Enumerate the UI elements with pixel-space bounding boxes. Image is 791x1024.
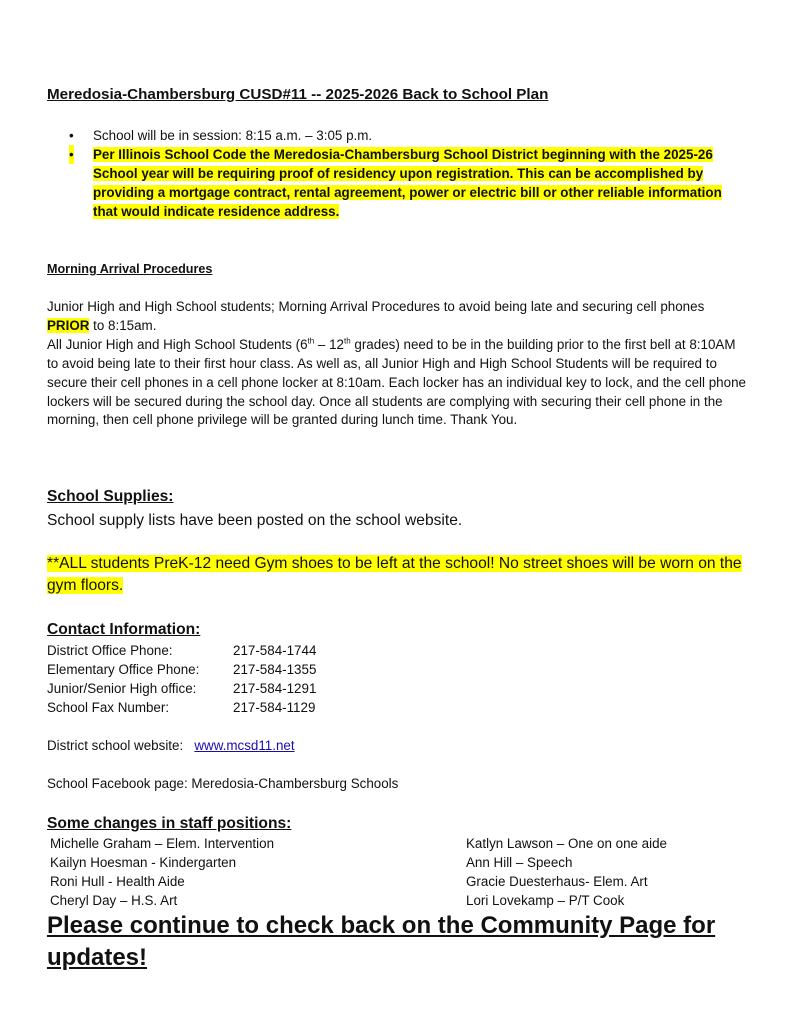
staff-item: Katlyn Lawson – One on one aide	[466, 836, 668, 851]
contact-phone: 217-584-1129	[233, 700, 316, 715]
contact-phone: 217-584-1744	[233, 643, 317, 658]
prior-highlight: PRIOR	[47, 317, 90, 333]
morning-text: – 12	[314, 336, 344, 352]
contact-row	[47, 700, 315, 715]
gym-shoes-text: **ALL students PreK-12 need Gym shoes to be left at the school! No street shoes will be worn on the gym floors.	[47, 555, 742, 594]
morning-arrival-heading: Morning Arrival Procedures	[47, 262, 213, 276]
list-item	[47, 145, 747, 221]
staff-item: Cheryl Day – H.S. Art	[50, 893, 178, 908]
staff-heading: Some changes in staff positions:	[47, 815, 292, 832]
morning-arrival-body	[47, 298, 747, 430]
contact-label: School Fax Number:	[47, 700, 170, 715]
supplies-text: School supply lists have been posted on the school website.	[47, 512, 463, 529]
list-item	[47, 126, 747, 145]
contact-row	[47, 681, 316, 696]
contact-label: Junior/Senior High office:	[47, 681, 197, 696]
morning-paragraph-2	[47, 336, 747, 431]
contact-phone: 217-584-1291	[233, 681, 317, 696]
contact-phone: 217-584-1355	[233, 662, 317, 677]
morning-text: grades) need to be in the building prior to the first bell at 8:10AM to avoid being late to their first hour class. As well as, all Junior High and High School Students will be required to secure their cell phones in a cell phone locker at 8:10am. Each locker has an individual key to lock, and the cell phone lockers will be secured during the school day. Once all students are complying with securing their cell phone in the morning, then cell phone privilege will be granted during lunch time. Thank You.	[47, 336, 746, 428]
bullet-list	[47, 126, 747, 221]
staff-item: Kailyn Hoesman - Kindergarten	[50, 855, 237, 870]
bullet-icon: •	[69, 147, 74, 162]
superscript: th	[307, 336, 315, 346]
morning-paragraph-1	[47, 298, 747, 336]
contact-heading: Contact Information:	[47, 621, 201, 638]
website-line	[47, 738, 295, 753]
residency-notice: Per Illinois School Code the Meredosia-Chambersburg School District beginning with the 2025-26 School year will be requiring proof of residency upon registration. This can be accomplished by providing a mortgage contract, rental agreement, power or electric bill or other reliable information that would indicate residence address.	[93, 147, 722, 219]
contact-row	[47, 643, 316, 658]
staff-item: Lori Lovekamp – P/T Cook	[466, 893, 625, 908]
session-hours-text: School will be in session: 8:15 a.m. – 3:05 p.m.	[93, 128, 373, 143]
staff-item: Roni Hull - Health Aide	[50, 874, 185, 889]
footer-message: Please continue to check back on the Community Page for updates!	[47, 912, 716, 971]
staff-item: Michelle Graham – Elem. Intervention	[50, 836, 275, 851]
gym-shoes-notice	[47, 553, 747, 597]
morning-text: to 8:15am.	[89, 317, 157, 333]
contact-label: District Office Phone:	[47, 643, 173, 658]
morning-text: All Junior High and High School Students (6	[47, 336, 308, 352]
contact-label: Elementary Office Phone:	[47, 662, 200, 677]
contact-row	[47, 662, 316, 677]
staff-item: Gracie Duesterhaus- Elem. Art	[466, 874, 648, 889]
facebook-line: School Facebook page: Meredosia-Chambersburg Schools	[47, 776, 399, 791]
supplies-heading: School Supplies:	[47, 488, 174, 505]
morning-text: Junior High and High School students; Morning Arrival Procedures to avoid being late and securing cell phones	[47, 299, 705, 314]
website-label: District school website:	[47, 738, 184, 753]
staff-item: Ann Hill – Speech	[466, 855, 573, 870]
bullet-icon: •	[69, 128, 74, 143]
superscript: th	[344, 336, 351, 346]
page-title: Meredosia-Chambersburg CUSD#11 -- 2025-2026 Back to School Plan	[47, 86, 549, 103]
website-link[interactable]: www.mcsd11.net	[194, 738, 295, 753]
